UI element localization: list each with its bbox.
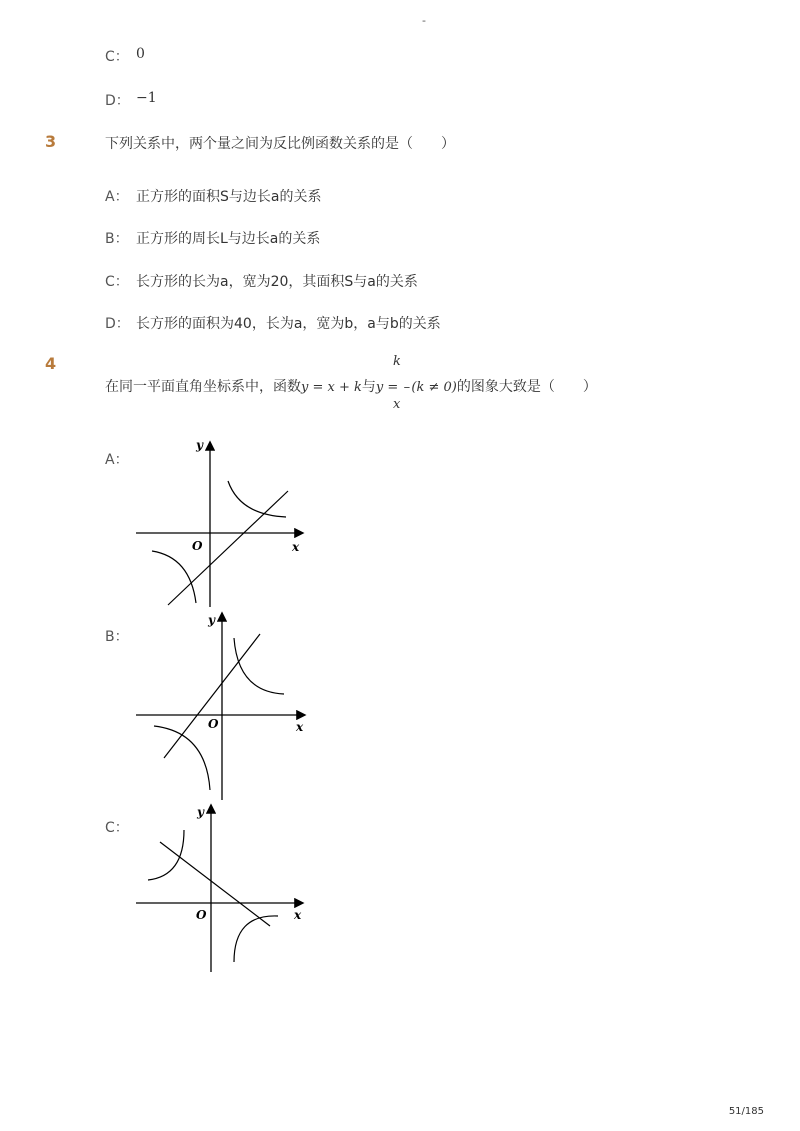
q4-formula-1: y = x + k: [301, 380, 362, 395]
header-mark: -: [422, 14, 426, 27]
question-4-number: 4: [45, 354, 57, 373]
question-4-text: [105, 376, 597, 396]
graph-option-c: [130, 802, 315, 977]
q4-formula-2-lhs: y =: [375, 380, 403, 395]
x-axis-label: x: [292, 540, 300, 554]
hyperbola-branch-q2: [148, 830, 184, 880]
page-number: 51/185: [728, 1106, 764, 1117]
question-3-text: 下列关系中，两个量之间为反比例函数关系的是（ ）: [105, 136, 455, 152]
y-axis-label: y: [197, 805, 204, 819]
fraction-bar: –: [403, 380, 411, 395]
option-d-letter: D：: [105, 93, 130, 109]
q3-option-a-letter: A：: [105, 189, 129, 205]
q3-option-d-text: 长方形的面积为40，长为a，宽为b，a与b的关系: [136, 316, 441, 332]
q4-text-before: 在同一平面直角坐标系中，函数: [105, 379, 301, 395]
linear-function-line: [168, 491, 288, 605]
hyperbola-branch-q1: [234, 638, 284, 694]
option-c-letter: C：: [105, 49, 129, 65]
x-axis-label: x: [294, 908, 302, 922]
q4-option-b-letter: B：: [105, 629, 129, 645]
linear-function-line: [164, 634, 260, 758]
q4-option-a-letter: A：: [105, 452, 129, 468]
option-d-value: −1: [136, 90, 157, 106]
graph-option-a: [130, 435, 315, 610]
q3-option-c-text: 长方形的长为a，宽为20，其面积S与a的关系: [136, 274, 418, 290]
fraction-numerator: k: [393, 354, 401, 369]
hyperbola-branch-q4: [234, 916, 278, 962]
q3-option-c-letter: C：: [105, 274, 129, 290]
origin-label: O: [196, 908, 207, 922]
origin-label: O: [192, 539, 203, 553]
q4-text-after: 的图象大致是（ ）: [456, 379, 597, 395]
q3-option-d-letter: D：: [105, 316, 130, 332]
question-3-number: 3: [45, 132, 57, 151]
q3-option-b-text: 正方形的周长L与边长a的关系: [136, 231, 321, 247]
q4-option-c-letter: C：: [105, 820, 129, 836]
fraction-denominator: x: [393, 397, 401, 412]
hyperbola-branch-q3: [154, 726, 210, 790]
y-axis-label: y: [196, 438, 203, 452]
linear-function-line: [160, 842, 270, 926]
y-axis-label: y: [208, 613, 215, 627]
x-axis-label: x: [296, 720, 304, 734]
option-c-value: 0: [136, 46, 145, 62]
q4-formula-2-rhs: (k ≠ 0): [411, 380, 457, 395]
q4-text-mid: 与: [361, 379, 376, 395]
hyperbola-branch-q3: [152, 551, 196, 603]
q3-option-b-letter: B：: [105, 231, 129, 247]
q3-option-a-text: 正方形的面积S与边长a的关系: [136, 189, 322, 205]
origin-label: O: [208, 717, 219, 731]
graph-option-b: [130, 610, 315, 805]
hyperbola-branch-q1: [228, 481, 286, 517]
